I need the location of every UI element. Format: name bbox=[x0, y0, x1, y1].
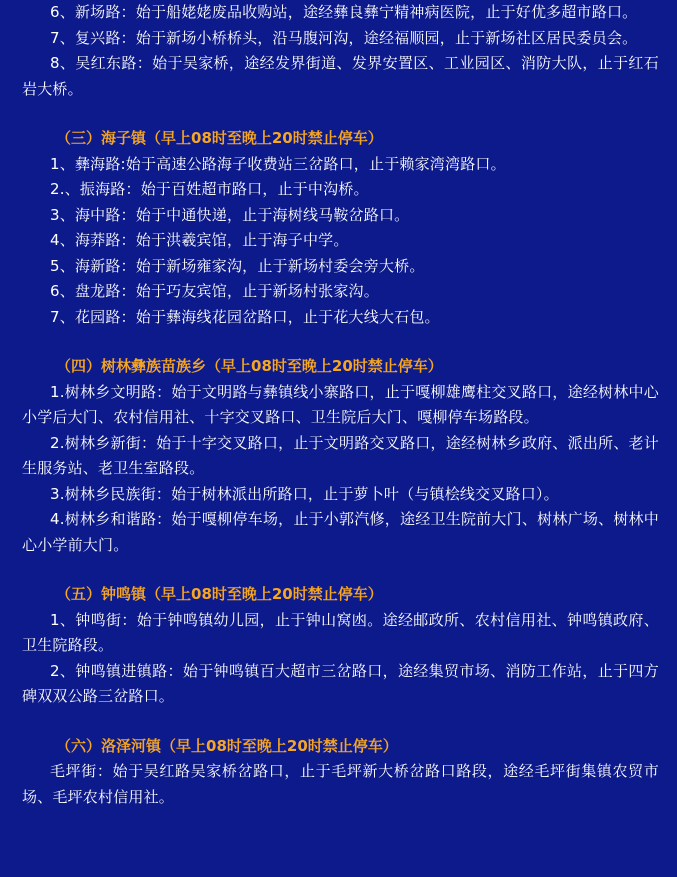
road-item: 毛坪街：始于吴红路吴家桥岔路口，止于毛坪新大桥岔路口路段，途经毛坪街集镇农贸市场、毛坪农村信用社。 bbox=[22, 762, 659, 806]
road-item: 1.树林乡文明路：始于文明路与彝镇线小寨路口，止于嘎柳雄鹰柱交叉路口，途经树林中心小学后大门、农村信用社、十字交叉路口、卫生院后大门、嘎柳停车场路段。 bbox=[22, 382, 659, 426]
section-heading: （三）海子镇（早上08时至晚上20时禁止停车） bbox=[56, 129, 383, 147]
road-item: 1、钟鸣街：始于钟鸣镇幼儿园，止于钟山窝凼。途经邮政所、农村信用社、钟鸣镇政府、卫生院路段。 bbox=[22, 610, 659, 654]
road-item: 3、海中路：始于中通快递，止于海树线马鞍岔路口。 bbox=[50, 205, 410, 224]
section-3 bbox=[22, 126, 659, 330]
section-6 bbox=[22, 734, 659, 811]
road-item: 4、海莽路：始于洪羲宾馆，止于海子中学。 bbox=[50, 231, 349, 249]
section-heading: （四）树林彝族苗族乡（早上08时至晚上20时禁止停车） bbox=[56, 357, 443, 375]
road-item: 2.树林乡新街：始于十字交叉路口，止于文明路交叉路口，途经树林乡政府、派出所、老计生服务站、老卫生室路段。 bbox=[22, 433, 659, 477]
road-item: 4.树林乡和谐路：始于嘎柳停车场，止于小郭汽修，途经卫生院前大门、树林广场、树林中心小学前大门。 bbox=[22, 510, 659, 554]
road-item: 6、新场路：始于船姥姥废品收购站，途经彝良彝宁精神病医院，止于好优多超市路口。 bbox=[50, 3, 638, 21]
road-item: 7、花园路：始于彝海线花园岔路口，止于花大线大石包。 bbox=[50, 307, 440, 326]
road-item: 2、钟鸣镇进镇路：始于钟鸣镇百大超市三岔路口，途经集贸市场、消防工作站，止于四方碑双双公路三岔路口。 bbox=[22, 661, 659, 705]
section-heading: （六）洛泽河镇（早上08时至晚上20时禁止停车） bbox=[56, 736, 398, 755]
section-4 bbox=[22, 354, 659, 558]
road-item: 5、海新路：始于新场雍家沟，止于新场村委会旁大桥。 bbox=[50, 256, 425, 275]
road-item: 2.、振海路：始于百姓超市路口，止于中沟桥。 bbox=[50, 180, 369, 198]
section-5 bbox=[22, 582, 659, 710]
section-2-tail bbox=[22, 0, 659, 102]
road-item: 8、吴红东路：始于吴家桥，途经发界街道、发界安置区、工业园区、消防大队，止于红石岩大桥。 bbox=[22, 54, 659, 98]
road-item: 6、盘龙路：始于巧友宾馆，止于新场村张家沟。 bbox=[50, 282, 379, 300]
road-item: 1、彝海路:始于高速公路海子收费站三岔路口，止于赖家湾湾路口。 bbox=[50, 154, 506, 173]
road-item: 3.树林乡民族街：始于树林派出所路口，止于萝卜叶（与镇桧线交叉路口）。 bbox=[50, 484, 559, 503]
road-item: 7、复兴路：始于新场小桥桥头，沿马腹河沟，途经福顺园，止于新场社区居民委员会。 bbox=[50, 28, 638, 47]
section-heading: （五）钟鸣镇（早上08时至晚上20时禁止停车） bbox=[56, 585, 383, 603]
